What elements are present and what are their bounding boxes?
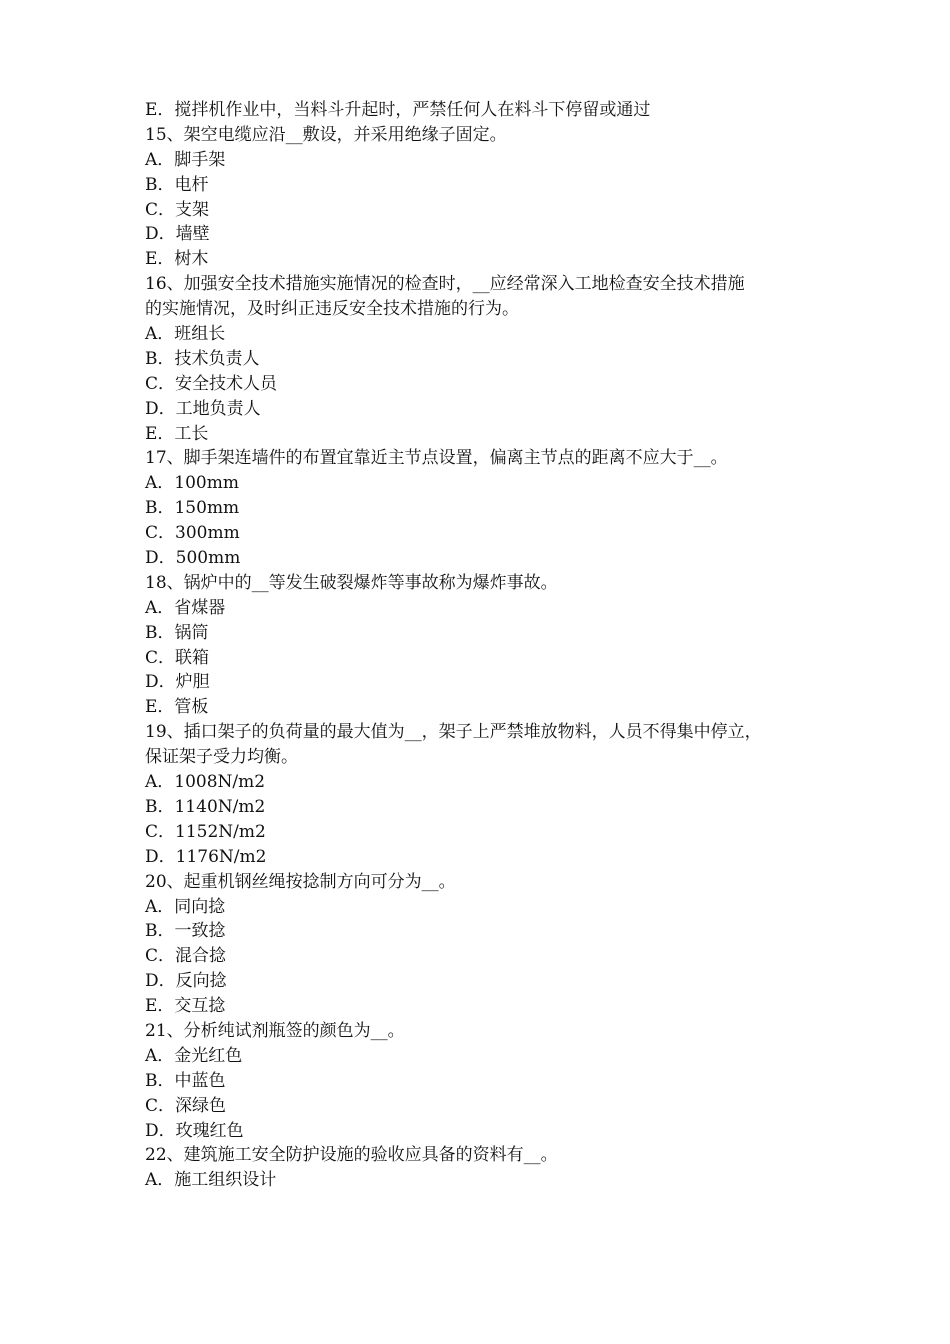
option-line: A．金光红色	[145, 1045, 243, 1066]
question-16-continued: 的实施情况，及时纠正违反安全技术措施的行为。	[145, 299, 519, 320]
option-line: B．1140N/m2	[145, 796, 266, 817]
option-line: B．电杆	[145, 174, 209, 195]
option-line: A．脚手架	[145, 149, 226, 170]
option-line: D．炉胆	[145, 672, 210, 693]
option-line: E．搅拌机作业中，当料斗升起时，严禁任何人在料斗下停留或通过	[145, 100, 651, 120]
option-line: B．一致捻	[145, 921, 226, 942]
option-line: D．墙壁	[145, 224, 210, 245]
option-line: D．反向捻	[145, 971, 227, 992]
option-line: A．施工组织设计	[145, 1170, 277, 1191]
question-22: 22、建筑施工安全防护设施的验收应具备的资料有__。	[145, 1145, 558, 1166]
option-line: B．技术负责人	[145, 348, 260, 369]
question-19: 19、插口架子的负荷量的最大值为__，架子上严禁堆放物料，人员不得集中停立，	[145, 722, 762, 743]
option-line: E．管板	[145, 697, 209, 718]
question-21: 21、分析纯试剂瓶签的颜色为__。	[145, 1020, 405, 1041]
option-line: C．300mm	[145, 523, 240, 544]
option-line: E．交互捻	[145, 996, 226, 1017]
question-18: 18、锅炉中的__等发生破裂爆炸等事故称为爆炸事故。	[145, 572, 558, 593]
option-line: A．1008N/m2	[145, 772, 266, 793]
option-line: A．省煤器	[145, 597, 226, 618]
question-15: 15、架空电缆应沿__敷设，并采用绝缘子固定。	[145, 124, 507, 145]
option-line: A．同向捻	[145, 896, 226, 917]
option-line: A．班组长	[145, 324, 226, 345]
question-16: 16、加强安全技术措施实施情况的检查时，__应经常深入工地检查安全技术措施	[145, 274, 745, 295]
option-line: E．树木	[145, 249, 209, 270]
option-line: D．工地负责人	[145, 398, 261, 419]
option-line: C．支架	[145, 199, 210, 220]
option-line: B．中蓝色	[145, 1070, 226, 1091]
option-line: D．玫瑰红色	[145, 1120, 244, 1141]
option-line: C．1152N/m2	[145, 821, 266, 842]
option-line: C．联箱	[145, 647, 210, 668]
option-line: C．安全技术人员	[145, 373, 278, 394]
option-line: C．深绿色	[145, 1095, 227, 1116]
option-line: D．500mm	[145, 548, 241, 569]
question-19-continued: 保证架子受力均衡。	[145, 747, 298, 768]
document-body	[145, 98, 815, 1193]
question-17: 17、脚手架连墙件的布置宜靠近主节点设置，偏离主节点的距离不应大于__。	[145, 448, 728, 469]
option-line: B．锅筒	[145, 622, 209, 643]
question-20: 20、起重机钢丝绳按捻制方向可分为__。	[145, 871, 456, 892]
option-line: A．100mm	[145, 473, 239, 494]
option-line: E．工长	[145, 423, 209, 444]
option-line: B．150mm	[145, 498, 240, 519]
option-line: C．混合捻	[145, 946, 227, 967]
option-line: D．1176N/m2	[145, 846, 267, 867]
